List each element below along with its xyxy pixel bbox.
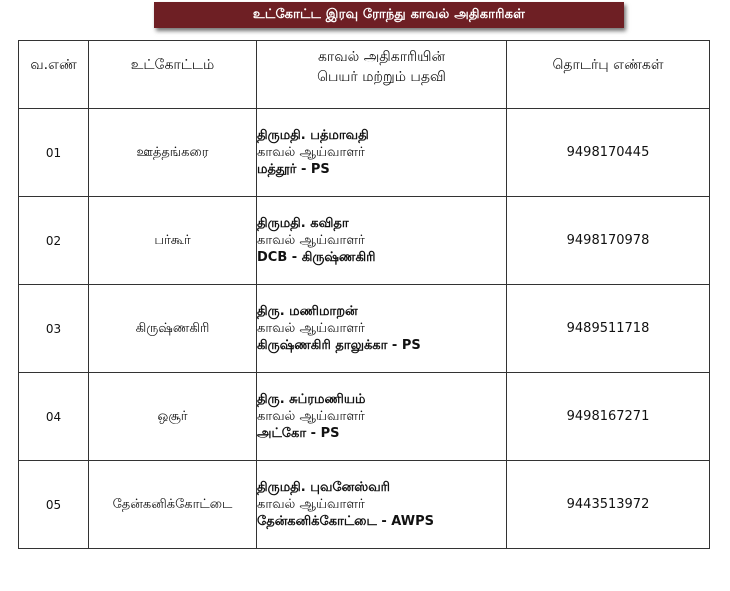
- officer-details: [257, 285, 507, 373]
- table-row: [19, 197, 710, 285]
- officer-designation: காவல் ஆய்வாளர்: [257, 409, 365, 424]
- officer-name: திரு. சுப்ரமணியம்: [257, 392, 366, 407]
- header-officer: காவல் அதிகாரியின் பெயர் மற்றும் பதவி: [257, 41, 507, 109]
- officer-station: தேன்கனிக்கோட்டை - AWPS: [257, 514, 434, 529]
- subdivision-name: ஊத்தங்கரை: [89, 109, 257, 197]
- header-subdivision: உட்கோட்டம்: [89, 41, 257, 109]
- officer-designation: காவல் ஆய்வாளர்: [257, 233, 365, 248]
- officer-station: கிருஷ்ணகிரி தாலுக்கா - PS: [257, 338, 421, 353]
- officer-station: மத்தூர் - PS: [257, 162, 330, 177]
- table-row: [19, 285, 710, 373]
- table-row: [19, 109, 710, 197]
- subdivision-name: தேன்கனிக்கோட்டை: [89, 461, 257, 549]
- officer-station: DCB - கிருஷ்ணகிரி: [257, 250, 376, 265]
- officer-station: அட்கோ - PS: [257, 426, 340, 441]
- phone-number: 9498167271: [507, 373, 710, 461]
- header-contact: தொடர்பு எண்கள்: [507, 41, 710, 109]
- serial-number: 05: [19, 461, 89, 549]
- serial-number: 04: [19, 373, 89, 461]
- page-title: உட்கோட்ட இரவு ரோந்து காவல் அதிகாரிகள்: [154, 2, 624, 28]
- officer-details: [257, 197, 507, 285]
- table-row: [19, 461, 710, 549]
- table-header-row: [19, 41, 710, 109]
- subdivision-name: பர்கூர்: [89, 197, 257, 285]
- officer-designation: காவல் ஆய்வாளர்: [257, 145, 365, 160]
- serial-number: 03: [19, 285, 89, 373]
- officer-name: திரு. மணிமாறன்: [257, 304, 358, 319]
- officer-table: [18, 40, 710, 549]
- officer-details: [257, 109, 507, 197]
- serial-number: 02: [19, 197, 89, 285]
- subdivision-name: ஒசூர்: [89, 373, 257, 461]
- phone-number: 9489511718: [507, 285, 710, 373]
- serial-number: 01: [19, 109, 89, 197]
- officer-name: திருமதி. பத்மாவதி: [257, 128, 369, 143]
- officer-name: திருமதி. புவனேஸ்வரி: [257, 480, 390, 495]
- subdivision-name: கிருஷ்ணகிரி: [89, 285, 257, 373]
- officer-details: [257, 461, 507, 549]
- table-row: [19, 373, 710, 461]
- phone-number: 9498170978: [507, 197, 710, 285]
- officer-name: திருமதி. கவிதா: [257, 216, 349, 231]
- officer-designation: காவல் ஆய்வாளர்: [257, 321, 365, 336]
- officer-designation: காவல் ஆய்வாளர்: [257, 497, 365, 512]
- officer-details: [257, 373, 507, 461]
- phone-number: 9443513972: [507, 461, 710, 549]
- header-serial-number: வ.எண்: [19, 41, 89, 109]
- phone-number: 9498170445: [507, 109, 710, 197]
